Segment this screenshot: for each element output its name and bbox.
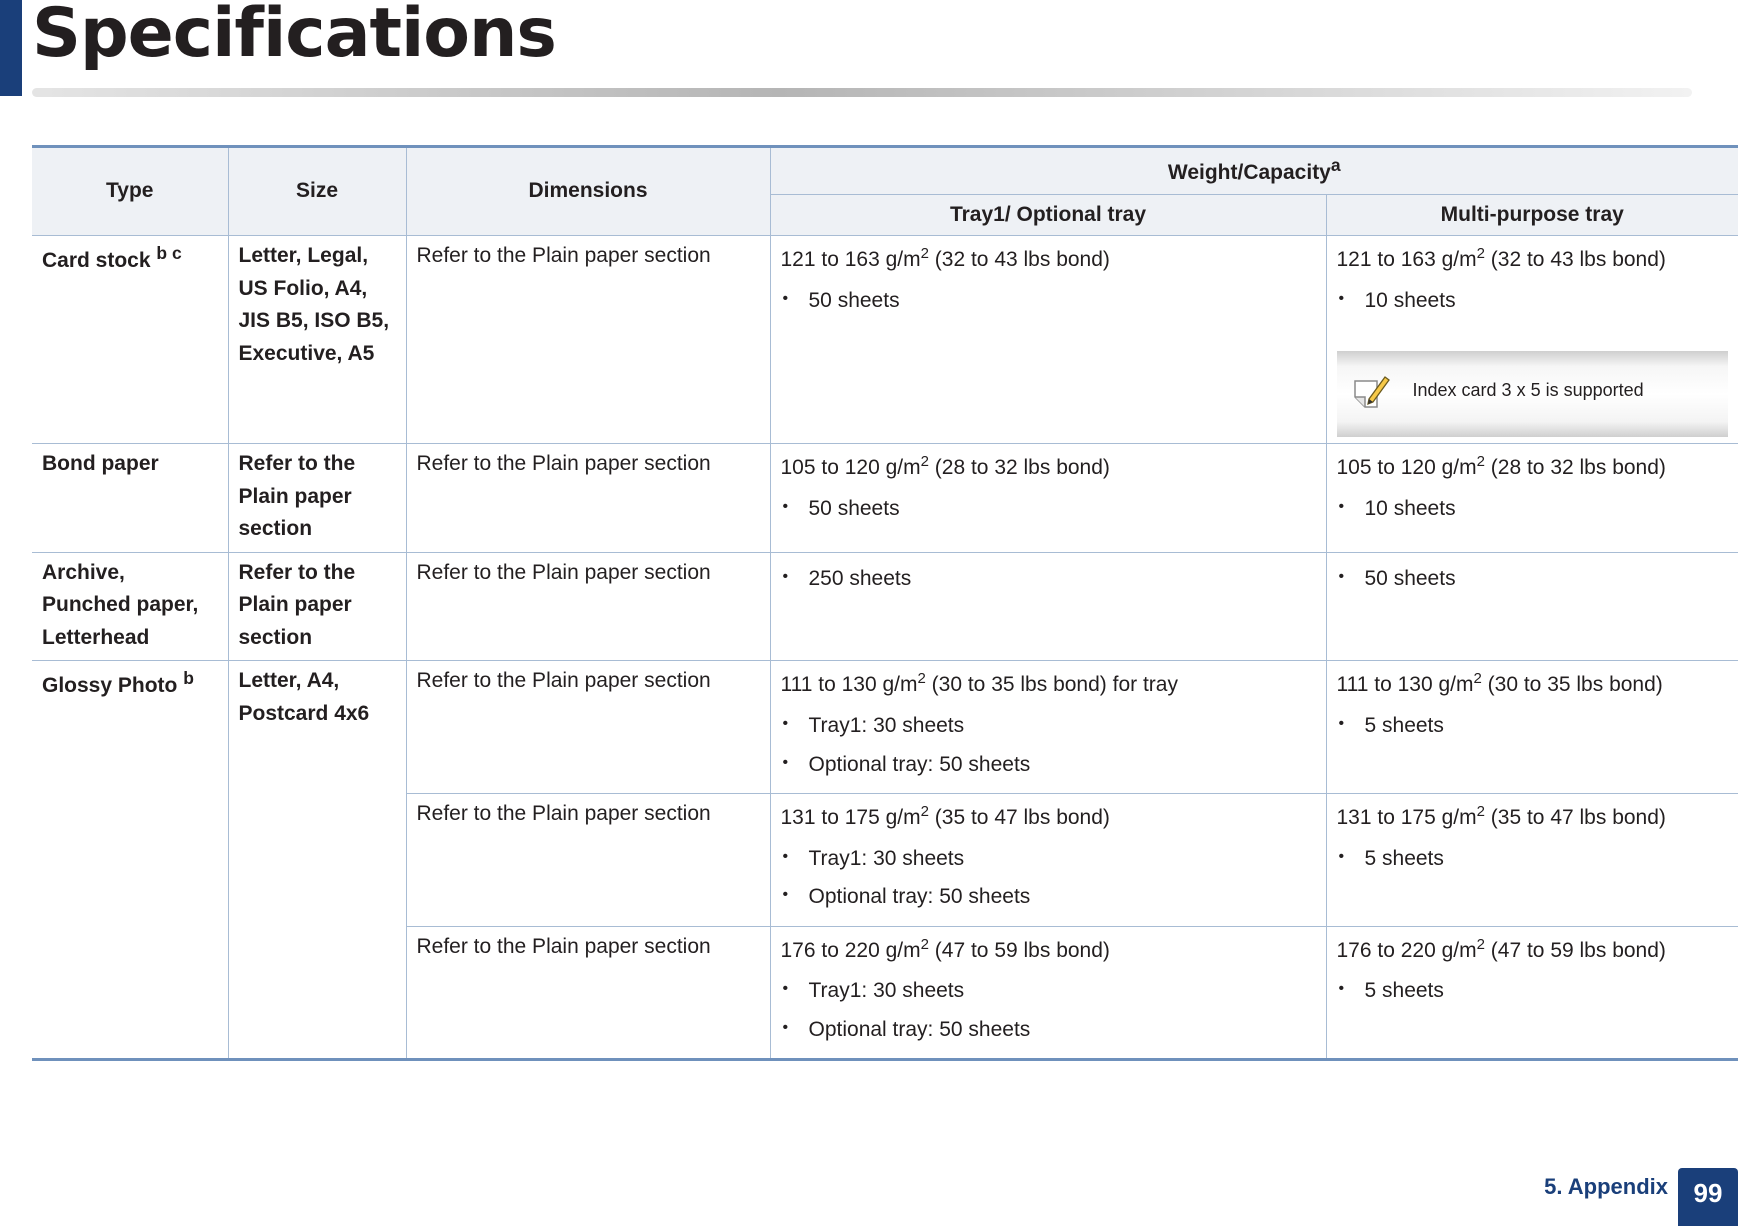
- type-cell: [32, 661, 228, 1060]
- table-row: [32, 552, 1738, 661]
- tray1-cell: [770, 794, 1326, 927]
- capacity-list: [781, 710, 1316, 781]
- dimensions-cell: Refer to the Plain paper section: [406, 236, 770, 444]
- footer-section-label: 5. Appendix: [1544, 1174, 1668, 1199]
- type-cell: Archive, Punched paper, Letterhead: [32, 552, 228, 661]
- page-number-badge: 99: [1678, 1168, 1738, 1226]
- mp-tray-cell: [1326, 444, 1738, 553]
- footnote-mark: b: [183, 668, 194, 689]
- list-item: • Tray1: 30 sheets: [781, 710, 1316, 743]
- list-item: • 50 sheets: [781, 493, 1316, 526]
- list-item: • 5 sheets: [1337, 975, 1729, 1008]
- weight-range: 105 to 120 $g/m^2$ (28 to 32 lbs bond): [1336, 453, 1666, 480]
- dimensions-cell: Refer to the Plain paper section: [406, 926, 770, 1060]
- list-item: • 250 sheets: [781, 563, 1316, 596]
- list-item: • 50 sheets: [781, 285, 1316, 318]
- size-cell: Refer to the Plain paper section: [228, 552, 406, 661]
- tray1-cell: [770, 552, 1326, 661]
- header-weight-capacity: [770, 147, 1738, 195]
- table-row: [32, 236, 1738, 444]
- weight-range: 131 to 175 $g/m^2$ (35 to 47 lbs bond): [780, 803, 1110, 830]
- specifications-table: [32, 145, 1738, 1061]
- list-item: • Optional tray: 50 sheets: [781, 749, 1316, 782]
- header-tray1: Tray1/ Optional tray: [770, 194, 1326, 236]
- list-item: • 5 sheets: [1337, 710, 1729, 743]
- header-type: Type: [32, 147, 228, 236]
- capacity-list: [781, 843, 1316, 914]
- capacity-list: [1337, 843, 1729, 876]
- size-cell: Refer to the Plain paper section: [228, 444, 406, 553]
- tray1-cell: [770, 926, 1326, 1060]
- mp-tray-cell: [1326, 552, 1738, 661]
- table-row: [32, 661, 1738, 794]
- list-item: • 5 sheets: [1337, 843, 1729, 876]
- page-title: Specifications: [32, 0, 556, 73]
- header-dimensions: Dimensions: [406, 147, 770, 236]
- weight-range: 111 to 130 $g/m^2$ (30 to 35 lbs bond): [1336, 670, 1663, 697]
- footnote-mark: b c: [156, 243, 182, 264]
- capacity-list: [1337, 493, 1729, 526]
- weight-range: 105 to 120 $g/m^2$ (28 to 32 lbs bond): [780, 453, 1110, 480]
- weight-range: 176 to 220 $g/m^2$ (47 to 59 lbs bond): [1336, 935, 1666, 962]
- list-item: • Optional tray: 50 sheets: [781, 881, 1316, 914]
- weight-range: 121 to 163 $g/m^2$ (32 to 43 lbs bond): [780, 245, 1110, 272]
- capacity-list: [781, 975, 1316, 1046]
- capacity-list: [1337, 710, 1729, 743]
- header-mp-tray: Multi-purpose tray: [1326, 194, 1738, 236]
- tray1-cell: [770, 661, 1326, 794]
- weight-range: 121 to 163 $g/m^2$ (32 to 43 lbs bond): [1336, 245, 1666, 272]
- capacity-list: [1337, 975, 1729, 1008]
- note-box: [1337, 351, 1729, 437]
- footnote-mark: a: [1330, 155, 1341, 175]
- list-item: • Tray1: 30 sheets: [781, 975, 1316, 1008]
- size-cell: Letter, A4, Postcard 4x6: [228, 661, 406, 1060]
- title-accent-bar: [0, 0, 22, 96]
- dimensions-cell: Refer to the Plain paper section: [406, 552, 770, 661]
- type-cell: Bond paper: [32, 444, 228, 553]
- list-item: • 10 sheets: [1337, 493, 1729, 526]
- capacity-list: [1337, 285, 1729, 318]
- header-size: Size: [228, 147, 406, 236]
- capacity-list: [781, 493, 1316, 526]
- weight-range: 131 to 175 $g/m^2$ (35 to 47 lbs bond): [1336, 803, 1666, 830]
- size-cell: Letter, Legal, US Folio, A4, JIS B5, ISO B5, Executive, A5: [228, 236, 406, 444]
- list-item: • 50 sheets: [1337, 563, 1729, 596]
- header-weight-label: Weight/Capacity: [1167, 161, 1331, 184]
- list-item: • 10 sheets: [1337, 285, 1729, 318]
- mp-tray-cell: [1326, 926, 1738, 1060]
- mp-tray-cell: [1326, 661, 1738, 794]
- capacity-list: [781, 563, 1316, 596]
- note-pencil-icon: [1351, 373, 1391, 413]
- weight-range: 176 to 220 $g/m^2$ (47 to 59 lbs bond): [780, 935, 1110, 962]
- capacity-list: [781, 285, 1316, 318]
- dimensions-cell: Refer to the Plain paper section: [406, 661, 770, 794]
- type-label: Glossy Photo: [42, 674, 178, 698]
- mp-tray-cell: [1326, 794, 1738, 927]
- tray1-cell: [770, 236, 1326, 444]
- tray1-cell: [770, 444, 1326, 553]
- list-item: • Optional tray: 50 sheets: [781, 1014, 1316, 1047]
- mp-tray-cell: [1326, 236, 1738, 444]
- type-label: Card stock: [42, 249, 151, 273]
- weight-range: 111 to 130 $g/m^2$ (30 to 35 lbs bond) for tray: [780, 670, 1178, 697]
- title-divider: [32, 88, 1692, 97]
- list-item: • Tray1: 30 sheets: [781, 843, 1316, 876]
- dimensions-cell: Refer to the Plain paper section: [406, 444, 770, 553]
- note-text: Index card 3 x 5 is supported: [1412, 380, 1644, 401]
- dimensions-cell: Refer to the Plain paper section: [406, 794, 770, 927]
- type-cell: [32, 236, 228, 444]
- table-header-row: [32, 147, 1738, 195]
- capacity-list: [1337, 563, 1729, 596]
- table-row: [32, 444, 1738, 553]
